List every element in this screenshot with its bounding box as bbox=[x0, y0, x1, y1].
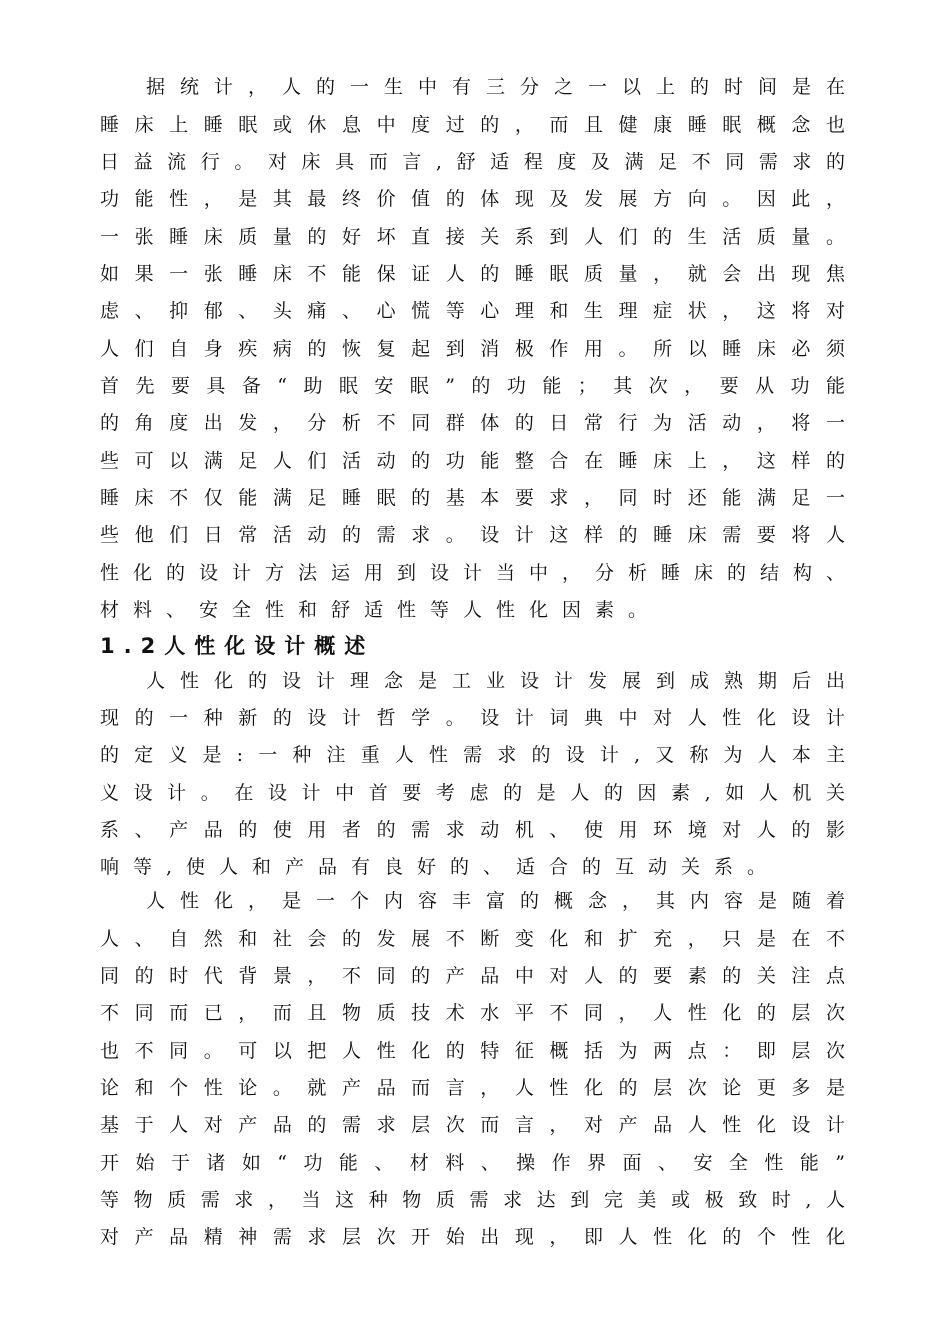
paragraph-3-line-1: 人性化，是一个内容丰富的概念，其内容是随着 bbox=[146, 890, 845, 912]
paragraph-2-line-4: 义设计。在设计中首要考虑的是人的因素,如人机关 bbox=[100, 782, 845, 804]
paragraph-3-line-8: 开始于诸如“功能、材料、操作界面、安全性能” bbox=[100, 1152, 845, 1174]
paragraph-1-line-9: 首先要具备“助眠安眠”的功能；其次，要从功能 bbox=[100, 375, 845, 397]
paragraph-3-line-3: 同的时代背景，不同的产品中对人的要素的关注点 bbox=[100, 965, 845, 987]
paragraph-1-line-12: 睡床不仅能满足睡眠的基本要求，同时还能满足一 bbox=[100, 487, 845, 509]
paragraph-1-line-13: 些他们日常活动的需求。设计这样的睡床需要将人 bbox=[100, 524, 845, 546]
paragraph-2-line-6: 响等,使人和产品有良好的、适合的互动关系。 bbox=[100, 856, 781, 878]
paragraph-1-line-11: 些可以满足人们活动的功能整合在睡床上，这样的 bbox=[100, 450, 845, 472]
paragraph-1-line-2: 睡床上睡眠或休息中度过的，而且健康睡眠概念也 bbox=[100, 114, 845, 136]
paragraph-2-line-5: 系、产品的使用者的需求动机、使用环境对人的影 bbox=[100, 819, 845, 841]
paragraph-1-line-5: 一张睡床质量的好坏直接关系到人们的生活质量。 bbox=[100, 226, 845, 248]
paragraph-1-line-3: 日益流行。对床具而言,舒适程度及满足不同需求的 bbox=[100, 151, 845, 173]
paragraph-1-line-7: 虑、抑郁、头痛、心慌等心理和生理症状，这将对 bbox=[100, 300, 845, 322]
paragraph-2-line-2: 现的一种新的设计哲学。设计词典中对人性化设计 bbox=[100, 707, 845, 729]
paragraph-1-line-4: 功能性，是其最终价值的体现及发展方向。因此， bbox=[100, 188, 845, 210]
paragraph-1-line-14: 性化的设计方法运用到设计当中，分析睡床的结构、 bbox=[100, 562, 845, 584]
paragraph-1-line-10: 的角度出发，分析不同群体的日常行为活动，将一 bbox=[100, 412, 845, 434]
paragraph-1-line-6: 如果一张睡床不能保证人的睡眠质量，就会出现焦 bbox=[100, 263, 845, 285]
paragraph-1-line-1: 据统计，人的一生中有三分之一以上的时间是在 bbox=[146, 76, 845, 98]
paragraph-2-line-1: 人性化的设计理念是工业设计发展到成熟期后出 bbox=[146, 670, 845, 692]
paragraph-3-line-2: 人、自然和社会的发展不断变化和扩充，只是在不 bbox=[100, 928, 845, 950]
paragraph-1-line-15: 材料、安全性和舒适性等人性化因素。 bbox=[100, 599, 662, 621]
paragraph-3-line-7: 基于人对产品的需求层次而言，对产品人性化设计 bbox=[100, 1114, 845, 1136]
paragraph-3-line-6: 论和个性论。就产品而言，人性化的层次论更多是 bbox=[100, 1077, 845, 1099]
paragraph-1-line-8: 人们自身疾病的恢复起到消极作用。所以睡床必须 bbox=[100, 338, 845, 360]
paragraph-3-line-5: 也不同。可以把人性化的特征概括为两点：即层次 bbox=[100, 1040, 845, 1062]
paragraph-3-line-10: 对产品精神需求层次开始出现，即人性化的个性化 bbox=[100, 1226, 845, 1248]
paragraph-3-line-9: 等物质需求，当这种物质需求达到完美或极致时,人 bbox=[100, 1189, 845, 1211]
section-heading: 1.2人性化设计概述 bbox=[100, 634, 375, 658]
paragraph-3-line-4: 不同而已，而且物质技术水平不同，人性化的层次 bbox=[100, 1002, 845, 1024]
paragraph-2-line-3: 的定义是:一种注重人性需求的设计,又称为人本主 bbox=[100, 744, 845, 766]
